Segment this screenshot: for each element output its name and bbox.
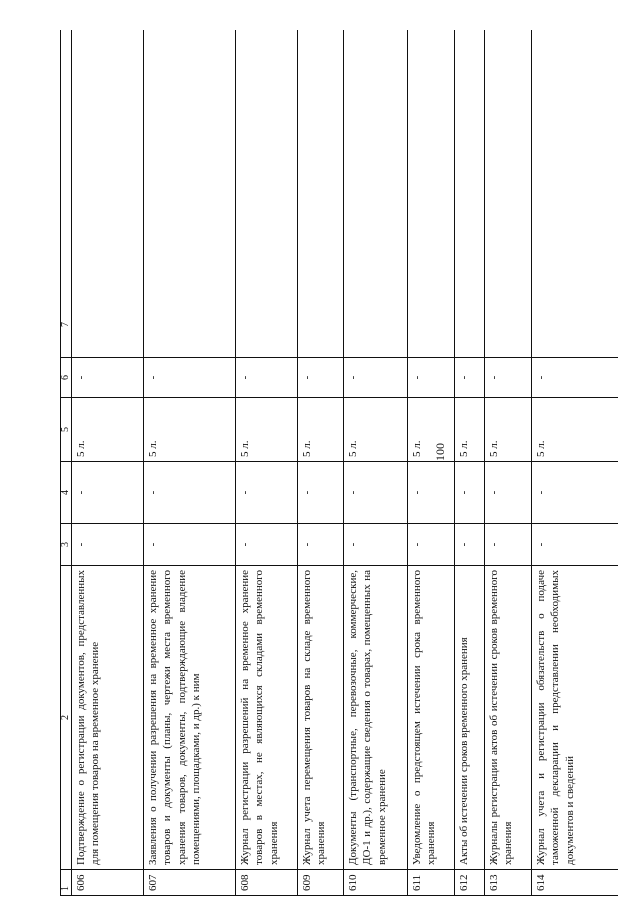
records-table [60,30,618,896]
row-number: 610 [344,870,408,896]
retention-period: 5 л. [344,398,408,462]
document-title: Журналы регистрации актов об истечении сроков временного хранения [485,566,532,870]
cell-col-6: - [72,358,144,398]
cell-col-4: - [485,462,532,524]
cell-col-4: - [144,462,236,524]
notes-cell [298,30,344,358]
cell-col-4: - [72,462,144,524]
column-header-3: 3 [61,524,72,566]
column-header-1: 1 [61,870,72,896]
table-row [344,30,408,896]
notes-cell [144,30,236,358]
document-title: Журнал учета перемещения товаров на складе временного хранения [298,566,344,870]
cell-col-4: - [408,462,455,524]
notes-cell [485,30,532,358]
row-number: 612 [455,870,485,896]
cell-col-6: - [408,358,455,398]
cell-col-6: - [485,358,532,398]
notes-cell [236,30,298,358]
cell-col-4: - [236,462,298,524]
cell-col-4: - [455,462,485,524]
cell-col-4: - [298,462,344,524]
cell-col-3: - [485,524,532,566]
cell-col-3: - [72,524,144,566]
cell-col-3: - [344,524,408,566]
column-header-5: 5 [61,398,72,462]
notes-cell [408,30,455,358]
notes-cell [72,30,144,358]
cell-col-6: - [344,358,408,398]
cell-col-3: - [532,524,619,566]
retention-period: 5 л. [236,398,298,462]
row-number: 606 [72,870,144,896]
cell-col-3: - [144,524,236,566]
cell-col-3: - [236,524,298,566]
cell-col-6: - [455,358,485,398]
rotated-table-frame [60,30,618,896]
table-row [532,30,619,896]
document-title: Документы (транспортные, перевозочные, коммерческие, ДО-1 и др.), содержащие сведения о товарах, помещенных на временное хранение [344,566,408,870]
retention-period: 5 л. [532,398,619,462]
table-row [144,30,236,896]
retention-period: 5 л. [408,398,455,462]
retention-period: 5 л. [144,398,236,462]
cell-col-6: - [144,358,236,398]
retention-period: 5 л. [298,398,344,462]
records-table-container [60,30,618,896]
table-row [298,30,344,896]
column-header-6: 6 [61,358,72,398]
row-number: 614 [532,870,619,896]
document-title: Журнал регистрации разрешений на временное хранение товаров в местах, не являющихся складами временного хранения [236,566,298,870]
retention-period: 5 л. [485,398,532,462]
cell-col-3: - [408,524,455,566]
cell-col-4: - [344,462,408,524]
table-row [455,30,485,896]
document-title: Акты об истечении сроков временного хранения [455,566,485,870]
notes-cell [344,30,408,358]
notes-cell [455,30,485,358]
row-number: 609 [298,870,344,896]
cell-col-4: - [532,462,619,524]
document-title: Уведомление о предстоящем истечении срока временного хранения [408,566,455,870]
column-header-7: 7 [61,30,72,358]
cell-col-3: - [298,524,344,566]
document-title: Заявления о получении разрешения на временное хранение товаров и документы (планы, чертежи места временного хранения товаров, документы, подтверждающие владение помещениями, площадками, и др.) к ним [144,566,236,870]
document-title: Журнал учета и регистрации обязательств о подаче таможенной декларации и представлении необходимых документов и сведений [532,566,619,870]
table-row [72,30,144,896]
column-header-2: 2 [61,566,72,870]
table-row [236,30,298,896]
cell-col-6: - [298,358,344,398]
page-number: 100 [433,443,447,461]
row-number: 607 [144,870,236,896]
column-header-4: 4 [61,462,72,524]
notes-cell [532,30,619,358]
table-row [408,30,455,896]
row-number: 611 [408,870,455,896]
row-number: 608 [236,870,298,896]
cell-col-3: - [455,524,485,566]
row-number: 613 [485,870,532,896]
cell-col-6: - [236,358,298,398]
table-row [485,30,532,896]
table-header-row [61,30,72,896]
cell-col-6: - [532,358,619,398]
document-title: Подтверждение о регистрации документов, представленных для помещения товаров на временное хранение [72,566,144,870]
retention-period: 5 л. [72,398,144,462]
retention-period: 5 л. [455,398,485,462]
